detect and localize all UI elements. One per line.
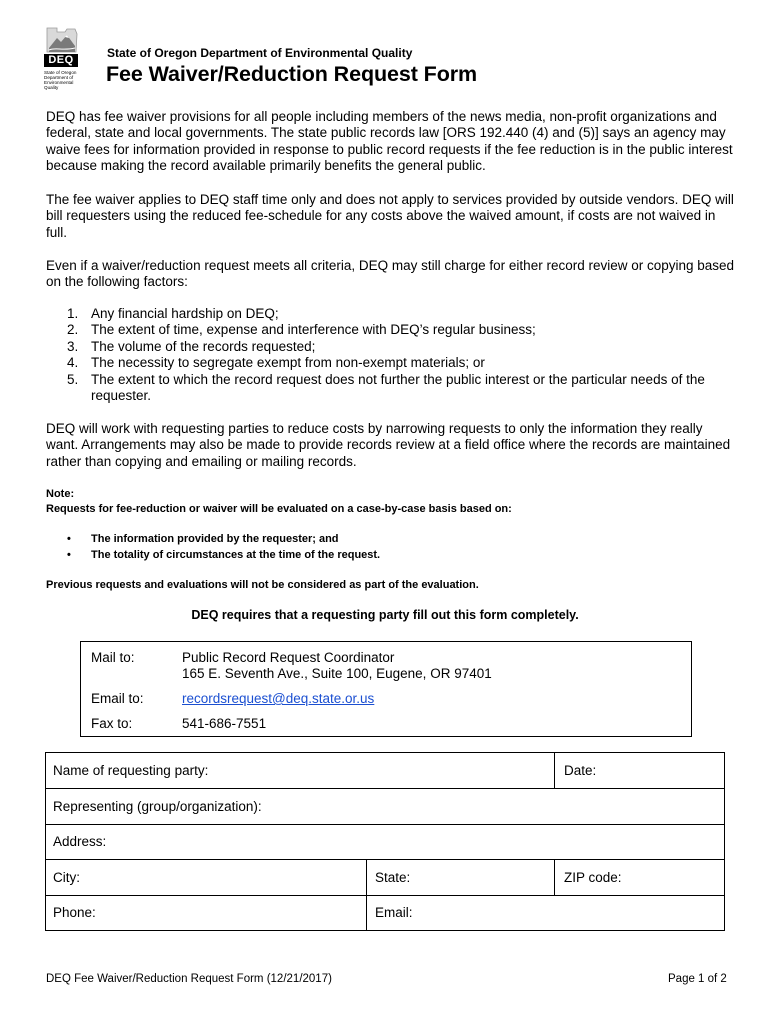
criteria-list [46,532,726,563]
list-item: • The totality of circumstances at the time of the request. [67,548,381,561]
list-item: 3. The volume of the records requested; [67,338,316,354]
agency-name: State of Oregon Department of Environmental Quality [107,46,413,60]
email-label: Email to: [91,691,144,706]
divider [554,753,555,788]
narrowing-paragraph: DEQ will work with requesting parties to reduce costs by narrowing requests to only the information they really want. Arrangements may also be made to provide records review at a field office where the records are maintained rather than copying and emailing or mailing records. [46,421,731,469]
list-item: 5. The extent to which the record request does not further the public interest or the particular needs of the requester. [67,371,705,404]
list-item: 2. The extent of time, expense and interference with DEQ’s regular business; [67,322,536,338]
logo-line: Quality [44,85,59,90]
email-field[interactable]: Email: [375,905,413,920]
requesting-party-field[interactable]: Name of requesting party: [53,763,209,778]
list-item: 4. The necessity to segregate exempt from non-exempt materials; or [67,355,485,371]
deq-logo [43,26,79,96]
state-field[interactable]: State: [375,870,411,885]
previous-requests-note: Previous requests and evaluations will not be considered as part of the evaluation. [46,579,479,591]
divider [46,859,724,860]
logo-line: Environmental [44,80,74,85]
note-text: Requests for fee-reduction or waiver will be evaluated on a case-by-case basis based on: [46,503,512,515]
oregon-mountain-icon [43,26,79,56]
fax-label: Fax to: [91,716,133,731]
note-label: Note: [46,488,75,500]
mail-recipient: Public Record Request Coordinator [182,650,395,665]
divider [46,895,724,896]
page-number: Page 1 of 2 [668,973,727,985]
factors-list [46,306,736,404]
logo-line: State of Oregon [44,70,77,75]
contact-box [80,641,692,737]
request-form-table [45,752,725,931]
factors-intro-paragraph: Even if a waiver/reduction request meets all criteria, DEQ may still charge for either record review or copying based on the following factors: [46,258,735,290]
date-field[interactable]: Date: [564,763,597,778]
mail-label: Mail to: [91,650,135,665]
list-item: 1. Any financial hardship on DEQ; [67,306,279,321]
page-title: Fee Waiver/Reduction Request Form [106,62,478,86]
fax-number: 541-686-7551 [182,716,267,731]
phone-field[interactable]: Phone: [53,905,96,920]
email-link[interactable]: recordsrequest@deq.state.or.us [182,691,375,706]
divider [366,859,367,930]
fee-waiver-paragraph: The fee waiver applies to DEQ staff time only and does not apply to services provided by outside vendors. DEQ will bill requesters using the reduced fee-schedule for any costs above the waived amount, if costs are not waived in full. [46,192,734,240]
divider [46,824,724,825]
list-item: • The information provided by the requester; and [67,533,339,545]
mail-address: 165 E. Seventh Ave., Suite 100, Eugene, OR 97401 [182,666,492,681]
zip-code-field[interactable]: ZIP code: [564,870,622,885]
divider [46,788,724,789]
address-field[interactable]: Address: [53,834,107,849]
city-field[interactable]: City: [53,870,80,885]
intro-paragraph: DEQ has fee waiver provisions for all people including members of the news media, non-profit organizations and federal, state and local governments. The state public records law [ORS 192.440 (4) and (5)] says an agency may waive fees for information provided in response to public record requests if the fee reduction is in the public interest because making the record available primarily benefits the general public. [46,109,733,174]
representing-field[interactable]: Representing (group/organization): [53,799,262,814]
logo-acronym: DEQ [44,54,78,67]
logo-line: Department of [44,75,74,80]
divider [554,859,555,895]
requirement-heading: DEQ requires that a requesting party fill out this form completely. [191,608,579,622]
footer-form-id: DEQ Fee Waiver/Reduction Request Form (12/21/2017) [46,973,332,985]
